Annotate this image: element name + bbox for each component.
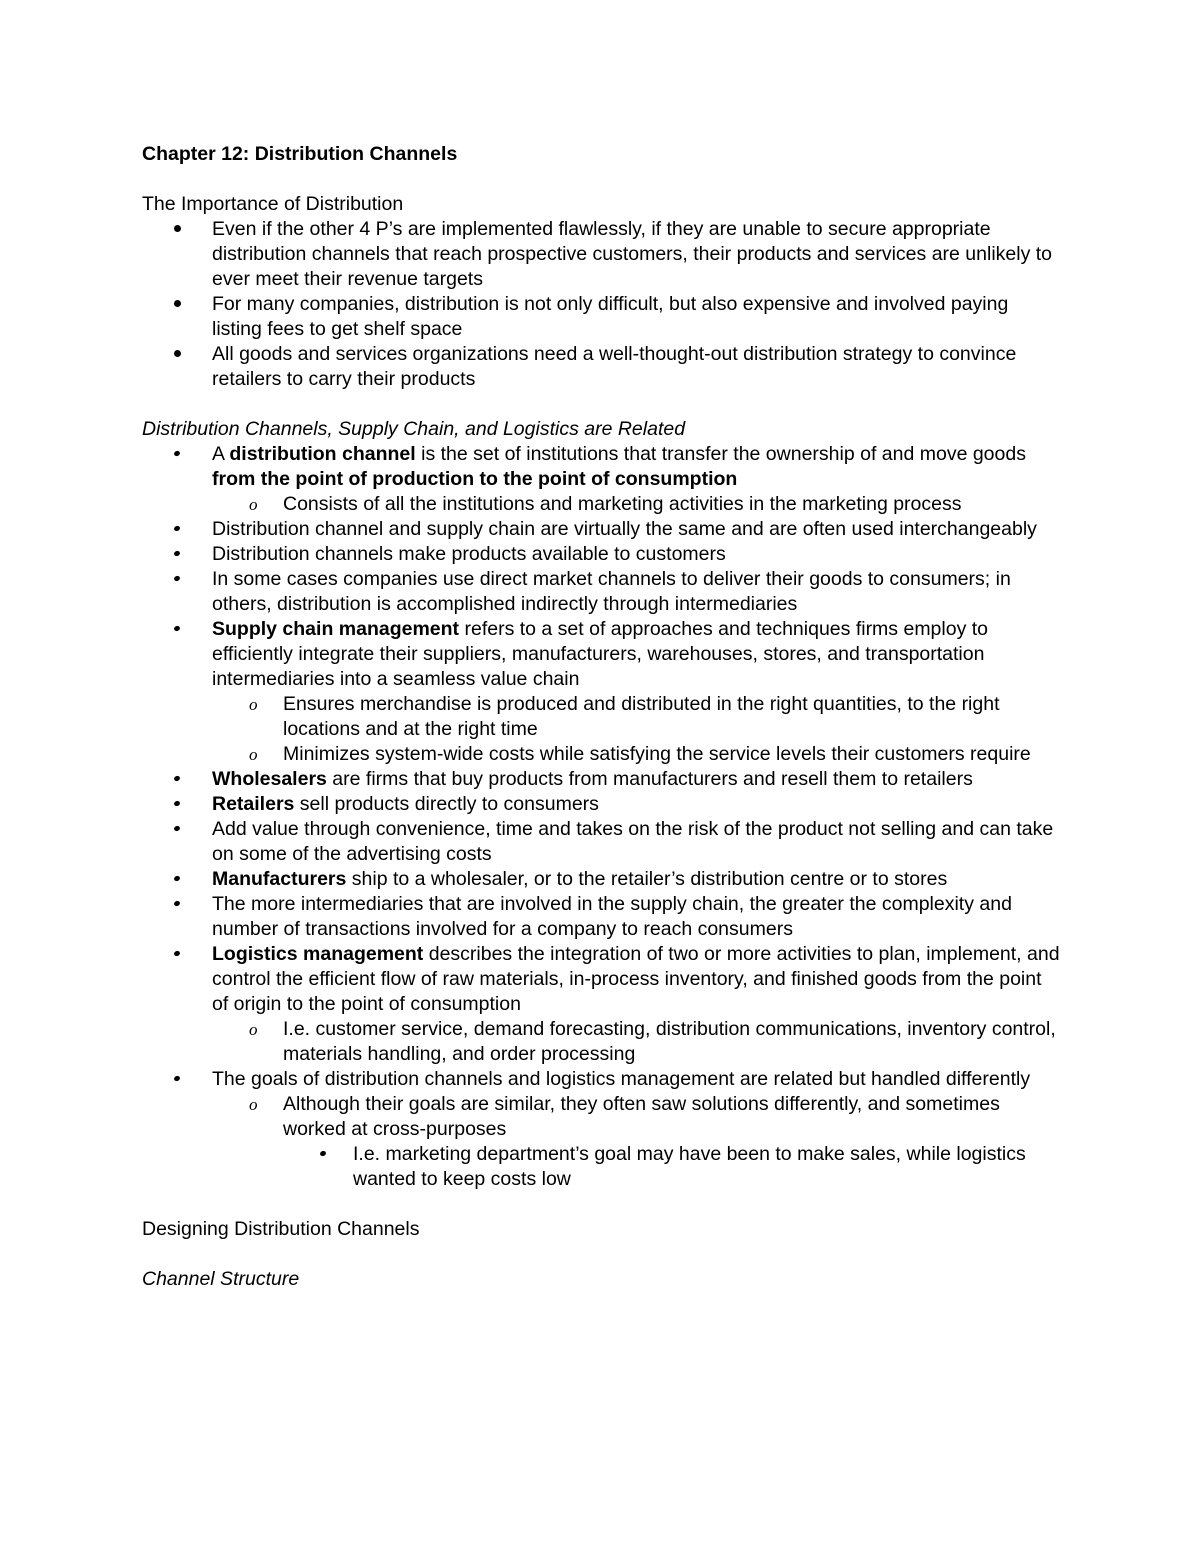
bullet-icon	[174, 892, 180, 917]
sub-list-item: o Consists of all the institutions and marketing activities in the marketing process	[249, 493, 962, 515]
document-page	[142, 142, 1062, 1292]
sub-list-item: o Although their goals are similar, they often saw solutions differently, and sometimes worked at cross-purposes	[249, 1093, 1000, 1140]
sub-list-item: o Minimizes system-wide costs while satisfying the service levels their customers require	[249, 743, 1031, 765]
sub-bullet-icon: o	[249, 745, 258, 764]
bullet-icon	[174, 942, 180, 967]
list-item: In some cases companies use direct market channels to deliver their goods to consumers; in others, distribution is accomplished indirectly through intermediaries	[142, 567, 1062, 617]
list-item-supply-chain-management: Supply chain management refers to a set of approaches and techniques firms employ to efficiently integrate their suppliers, manufacturers, warehouses, stores, and transportation intermediaries into a seamless value chain	[142, 617, 1062, 692]
sub-bullet-icon: o	[249, 495, 258, 514]
list-item-logistics-management: Logistics management describes the integration of two or more activities to plan, implement, and control the efficient flow of raw materials, in-process inventory, and finished goods from the point of origin to the point of consumption	[142, 942, 1062, 1017]
bullet-icon	[174, 1067, 180, 1092]
list-item: For many companies, distribution is not only difficult, but also expensive and involved paying listing fees to get shelf space	[142, 292, 1062, 342]
term-retailers: Retailers	[212, 793, 295, 815]
term-wholesalers: Wholesalers	[212, 768, 327, 790]
bullet-icon	[174, 817, 180, 842]
list-item-wholesalers: Wholesalers are firms that buy products from manufacturers and resell them to retailers	[142, 767, 1062, 792]
list-item-goals: The goals of distribution channels and logistics management are related but handled differently	[142, 1067, 1062, 1092]
section-heading-related: Distribution Channels, Supply Chain, and Logistics are Related	[142, 418, 686, 440]
bullet-icon	[174, 292, 181, 317]
sub-bullet-icon: o	[249, 695, 258, 714]
list-item-distribution-channel: A distribution channel is the set of institutions that transfer the ownership of and move goods from the point of production to the point of consumption	[142, 442, 1062, 492]
list-item-retailers: Retailers sell products directly to consumers	[142, 792, 1062, 817]
sub-list-item: o Ensures merchandise is produced and distributed in the right quantities, to the right locations and at the right time	[249, 693, 1000, 740]
term-distribution-channel: distribution channel	[229, 443, 416, 465]
list-item: Even if the other 4 P’s are implemented flawlessly, if they are unable to secure appropriate distribution channels that reach prospective customers, their products and services are unlikely to ever meet their revenue targets	[142, 217, 1062, 292]
spacer	[142, 1242, 1062, 1267]
term-manufacturers: Manufacturers	[212, 868, 347, 890]
list-item-manufacturers: Manufacturers ship to a wholesaler, or to the retailer’s distribution centre or to stores	[142, 867, 1062, 892]
bullet-icon	[174, 567, 180, 592]
sub-sub-list-item: I.e. marketing department’s goal may have been to make sales, while logistics wanted to keep costs low	[142, 1142, 1062, 1192]
bullet-icon	[174, 542, 180, 567]
bullet-icon	[174, 442, 180, 467]
bullet-icon	[174, 617, 180, 642]
bullet-icon	[320, 1142, 326, 1167]
section-heading-importance: The Importance of Distribution	[142, 193, 404, 215]
sub-bullet-icon: o	[249, 1020, 258, 1039]
list-item: Distribution channel and supply chain are virtually the same and are often used interchangeably	[142, 517, 1062, 542]
bullet-icon	[174, 767, 180, 792]
document-title: Chapter 12: Distribution Channels	[142, 143, 458, 165]
bullet-icon	[174, 217, 181, 242]
bullet-icon	[174, 517, 180, 542]
spacer	[142, 167, 1062, 192]
spacer	[142, 1192, 1062, 1217]
list-item: Distribution channels make products available to customers	[142, 542, 1062, 567]
bullet-icon	[174, 867, 180, 892]
term-logistics-management: Logistics management	[212, 943, 424, 965]
section-heading-designing: Designing Distribution Channels	[142, 1218, 420, 1240]
bullet-icon	[174, 792, 180, 817]
term-supply-chain-management: Supply chain management	[212, 618, 460, 640]
bullet-icon	[174, 342, 181, 367]
list-item: All goods and services organizations need a well-thought-out distribution strategy to convince retailers to carry their products	[142, 342, 1062, 392]
sub-bullet-icon: o	[249, 1095, 258, 1114]
list-item: The more intermediaries that are involved in the supply chain, the greater the complexity and number of transactions involved for a company to reach consumers	[142, 892, 1062, 942]
spacer	[142, 392, 1062, 417]
list-item: Add value through convenience, time and takes on the risk of the product not selling and can take on some of the advertising costs	[142, 817, 1062, 867]
sub-list-item: o I.e. customer service, demand forecasting, distribution communications, inventory control, materials handling, and order processing	[249, 1018, 1056, 1065]
section-heading-channel-structure: Channel Structure	[142, 1268, 300, 1290]
